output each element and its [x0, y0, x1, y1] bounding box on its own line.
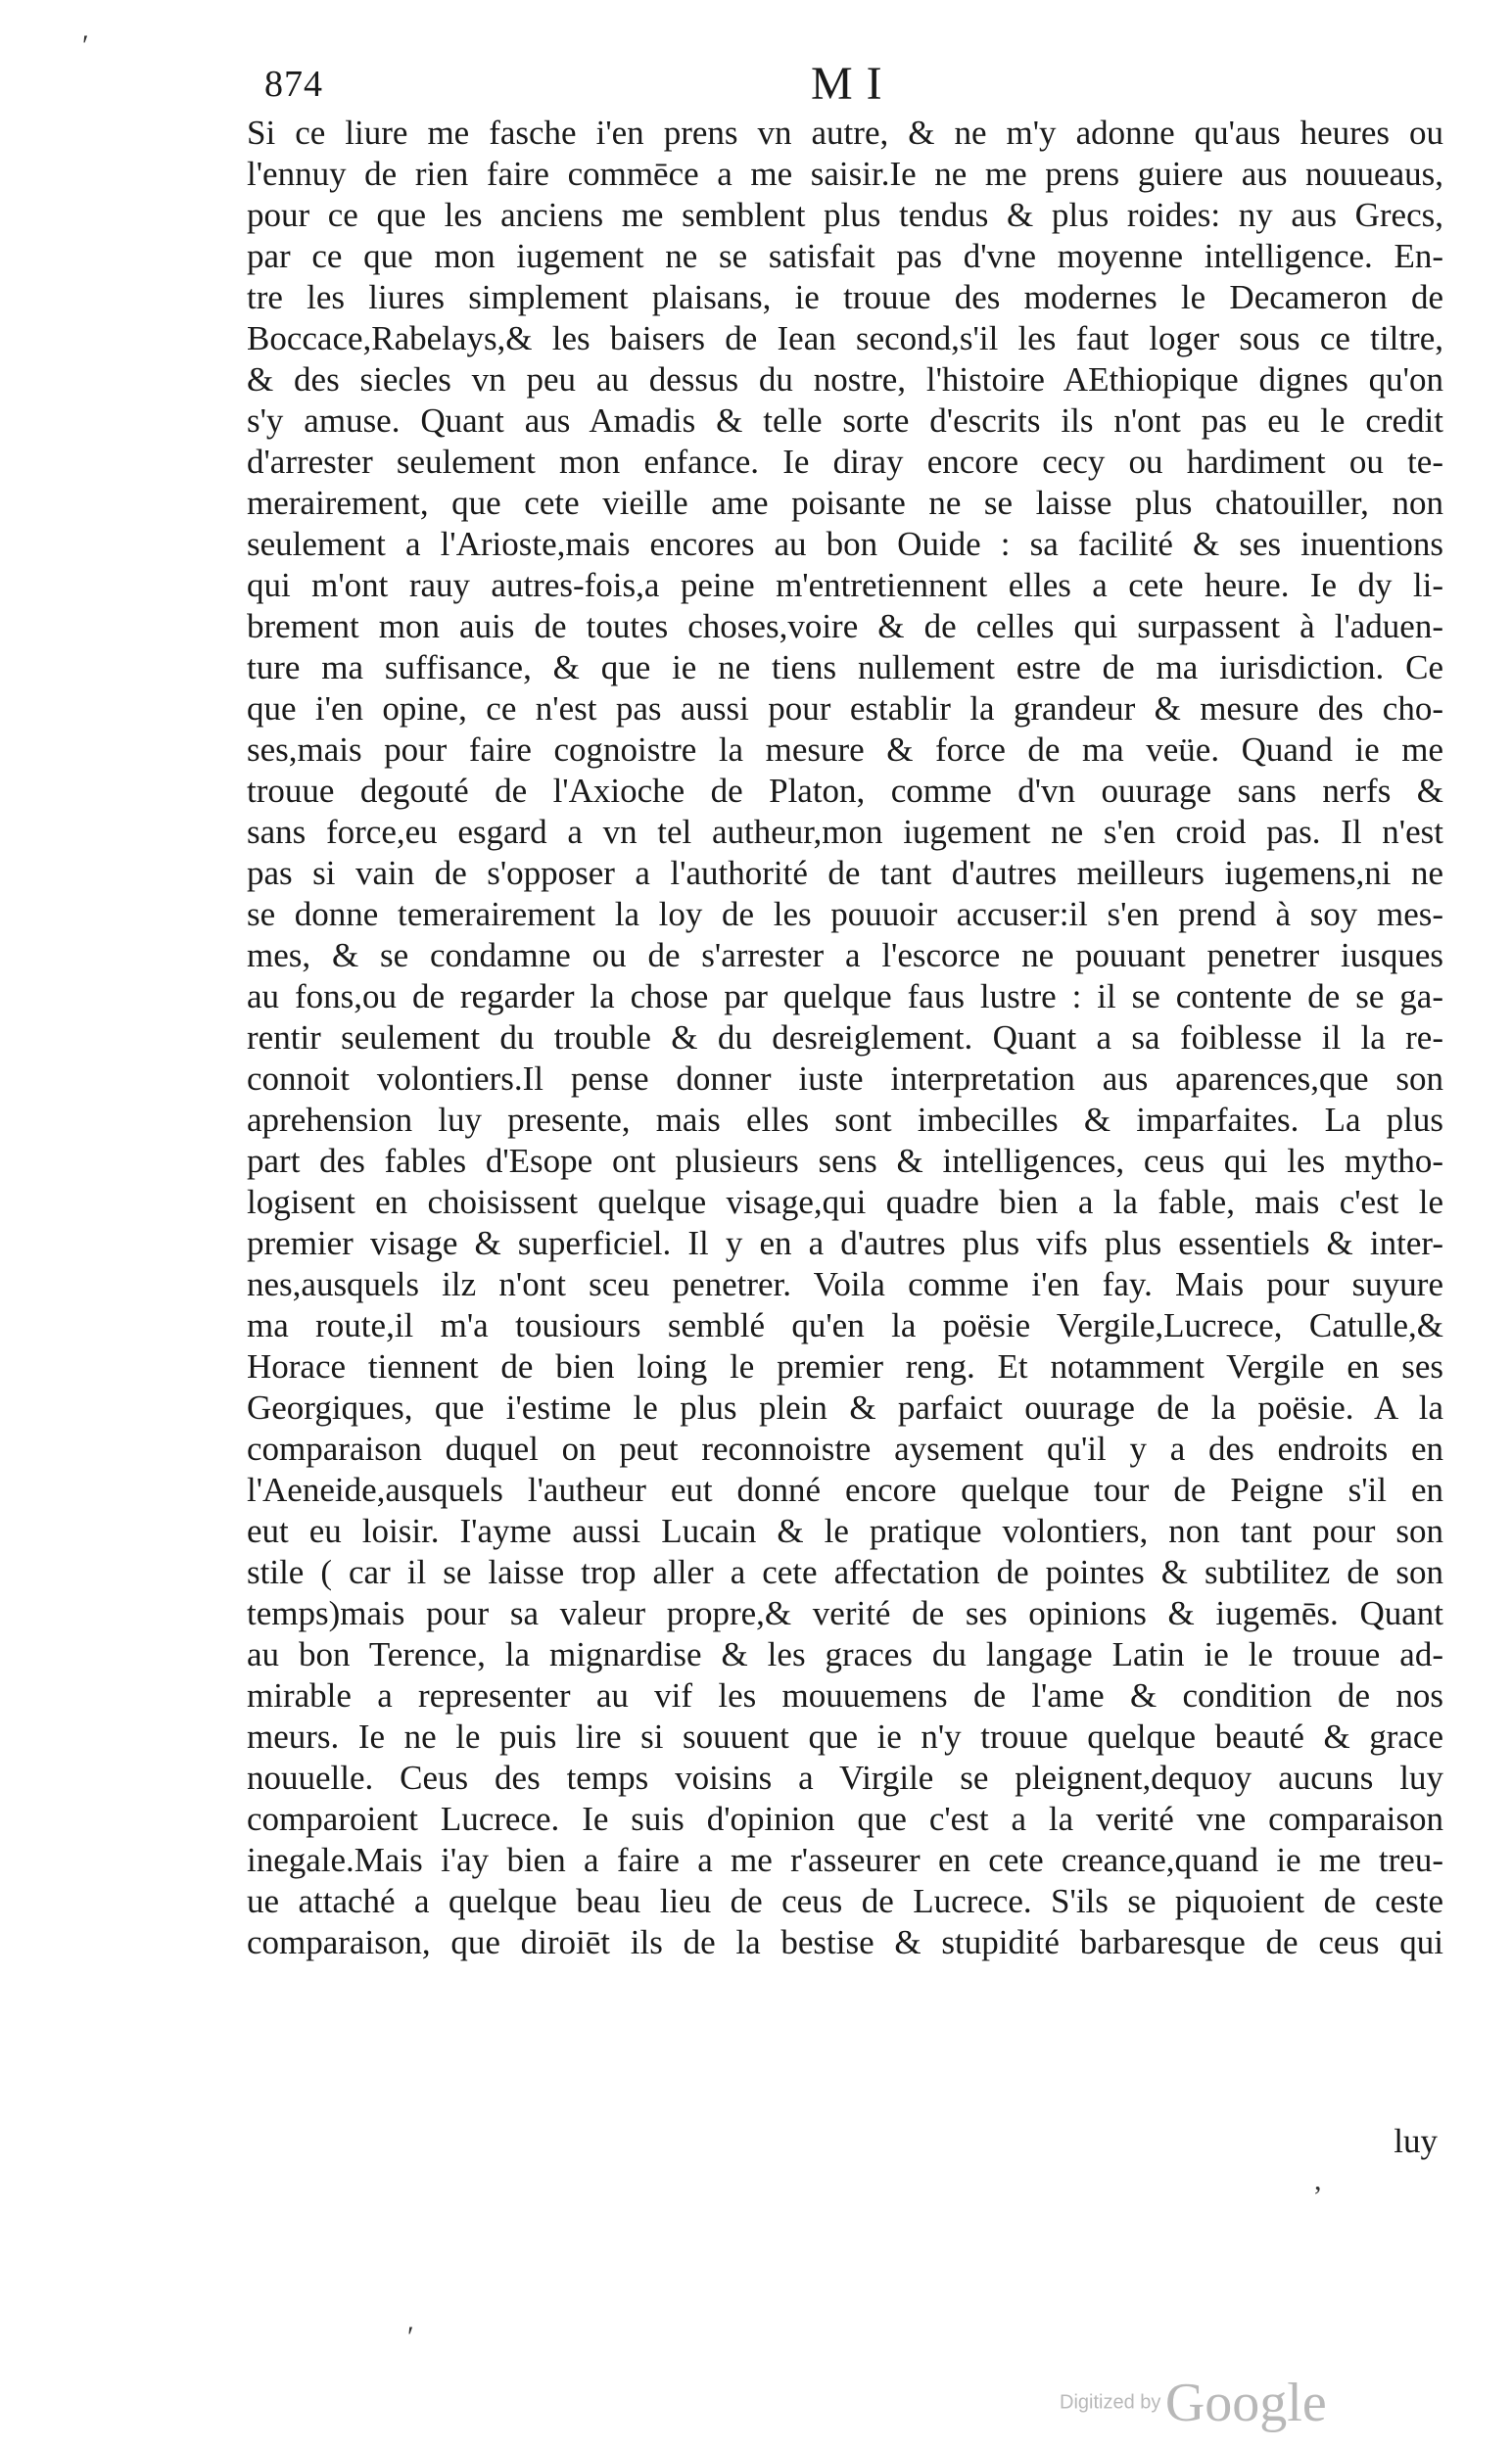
watermark-prefix: Digitized by — [1060, 2391, 1161, 2414]
body-text — [247, 113, 1443, 1963]
text-line-20: se donne temerairement la loy de les pouuoir accuser:il s'en prend à soy mes- — [247, 895, 1443, 933]
catchword: luy — [1394, 2122, 1438, 2160]
digitized-watermark — [1060, 2372, 1327, 2434]
text-line-14: ture ma suffisance, & que ie ne tiens nullement estre de ma iurisdiction. Ce — [247, 648, 1443, 686]
text-line-39: mirable a representer au vif les mouuemens de l'ame & condition de nos — [247, 1676, 1443, 1715]
text-line-17: trouue degouté de l'Axioche de Platon, comme d'vn ouurage sans nerfs & — [247, 772, 1443, 810]
text-line-2: l'ennuy de rien faire commēce a me saisir.Ie ne me prens guiere aus nouueaus, — [247, 155, 1443, 193]
text-line-16: ses,mais pour faire cognoistre la mesure & force de ma veüe. Quand ie me — [247, 730, 1443, 769]
text-line-3: pour ce que les anciens me semblent plus tendus & plus roides: ny aus Grecs, — [247, 196, 1443, 234]
page-number: 874 — [264, 64, 323, 105]
text-line-15: que i'en opine, ce n'est pas aussi pour establir la grandeur & mesure des cho- — [247, 689, 1443, 728]
text-line-7: & des siecles vn peu au dessus du nostre, l'histoire AEthiopique dignes qu'on — [247, 360, 1443, 399]
text-line-30: ma route,il m'a tousiours semblé qu'en la poësie Vergile,Lucrece, Catulle,& — [247, 1306, 1443, 1344]
ink-speck-bottom-center: ʹ — [407, 2321, 414, 2353]
text-line-19: pas si vain de s'opposer a l'authorité de tant d'autres meilleurs iugemens,ni ne — [247, 854, 1443, 892]
text-line-34: l'Aeneide,ausquels l'autheur eut donné encore quelque tour de Peigne s'il en — [247, 1471, 1443, 1509]
text-line-43: inegale.Mais i'ay bien a faire a me r'asseurer en cete creance,quand ie me treu- — [247, 1841, 1443, 1879]
text-line-1: Si ce liure me fasche i'en prens vn autre, & ne m'y adonne qu'aus heures ou — [247, 114, 1443, 152]
text-line-5: tre les liures simplement plaisans, ie trouue des modernes le Decameron de — [247, 278, 1443, 316]
text-line-24: connoit volontiers.Il pense donner iuste interpretation aus aparences,que son — [247, 1059, 1443, 1098]
text-line-27: logisent en choisissent quelque visage,qui quadre bien a la fable, mais c'est le — [247, 1183, 1443, 1221]
page-header — [253, 57, 1330, 116]
text-line-29: nes,ausquels ilz n'ont sceu penetrer. Voila comme i'en fay. Mais pour suyure — [247, 1265, 1443, 1303]
text-line-44: ue attaché a quelque beau lieu de ceus de Lucrece. S'ils se piquoient de ceste — [247, 1882, 1443, 1920]
text-line-41: nouuelle. Ceus des temps voisins a Virgile se pleignent,dequoy aucuns luy — [247, 1759, 1443, 1797]
text-line-35: eut eu loisir. I'ayme aussi Lucain & le pratique volontiers, non tant pour son — [247, 1512, 1443, 1550]
text-line-12: qui m'ont rauy autres-fois,a peine m'entretiennent elles a cete heure. Ie dy li- — [247, 566, 1443, 604]
text-line-25: aprehension luy presente, mais elles sont imbecilles & imparfaites. La plus — [247, 1101, 1443, 1139]
text-line-31: Horace tiennent de bien loing le premier reng. Et notamment Vergile en ses — [247, 1347, 1443, 1386]
google-logo: Google — [1164, 2373, 1327, 2433]
text-line-11: seulement a l'Arioste,mais encores au bon Ouide : sa facilité & ses inuentions — [247, 525, 1443, 563]
text-line-8: s'y amuse. Quant aus Amadis & telle sorte d'escrits ils n'ont pas eu le credit — [247, 401, 1443, 440]
ink-speck-top-left: ʹ — [82, 29, 89, 62]
text-line-6: Boccace,Rabelays,& les baisers de Iean second,s'il les faut loger sous ce tiltre, — [247, 319, 1443, 357]
text-line-9: d'arrester seulement mon enfance. Ie diray encore cecy ou hardiment ou te- — [247, 443, 1443, 481]
text-line-13: brement mon auis de toutes choses,voire & de celles qui surpassent à l'aduen- — [247, 607, 1443, 645]
text-line-28: premier visage & superficiel. Il y en a d'autres plus vifs plus essentiels & inter- — [247, 1224, 1443, 1262]
text-line-10: merairement, que cete vieille ame poisante ne se laisse plus chatouiller, non — [247, 484, 1443, 522]
text-line-45: comparaison, que diroiēt ils de la bestise & stupidité barbaresque de ceus qui — [247, 1923, 1443, 1961]
text-line-37: temps)mais pour sa valeur propre,& verité de ses opinions & iugemēs. Quant — [247, 1594, 1443, 1632]
text-line-36: stile ( car il se laisse trop aller a cete affectation de pointes & subtilitez de son — [247, 1553, 1443, 1591]
text-line-23: rentir seulement du trouble & du desreiglement. Quant a sa foiblesse il la re- — [247, 1018, 1443, 1057]
text-line-18: sans force,eu esgard a vn tel autheur,mon iugement ne s'en croid pas. Il n'est — [247, 813, 1443, 851]
ink-speck-bottom-right: , — [1314, 2164, 1322, 2196]
text-line-22: au fons,ou de regarder la chose par quelque faus lustre : il se contente de se ga- — [247, 977, 1443, 1015]
text-line-42: comparoient Lucrece. Ie suis d'opinion que c'est a la verité vne comparaison — [247, 1800, 1443, 1838]
text-line-26: part des fables d'Esope ont plusieurs sens & intelligences, ceus qui les mytho- — [247, 1142, 1443, 1180]
text-line-32: Georgiques, que i'estime le plus plein & parfaict ouurage de la poësie. A la — [247, 1389, 1443, 1427]
running-head: MI — [811, 58, 896, 110]
text-line-40: meurs. Ie ne le puis lire si souuent que ie n'y trouue quelque beauté & grace — [247, 1718, 1443, 1756]
text-line-4: par ce que mon iugement ne se satisfait pas d'vne moyenne intelligence. En- — [247, 237, 1443, 275]
text-line-33: comparaison duquel on peut reconnoistre aysement qu'il y a des endroits en — [247, 1430, 1443, 1468]
text-line-38: au bon Terence, la mignardise & les graces du langage Latin ie le trouue ad- — [247, 1635, 1443, 1673]
text-line-21: mes, & se condamne ou de s'arrester a l'escorce ne pouuant penetrer iusques — [247, 936, 1443, 974]
